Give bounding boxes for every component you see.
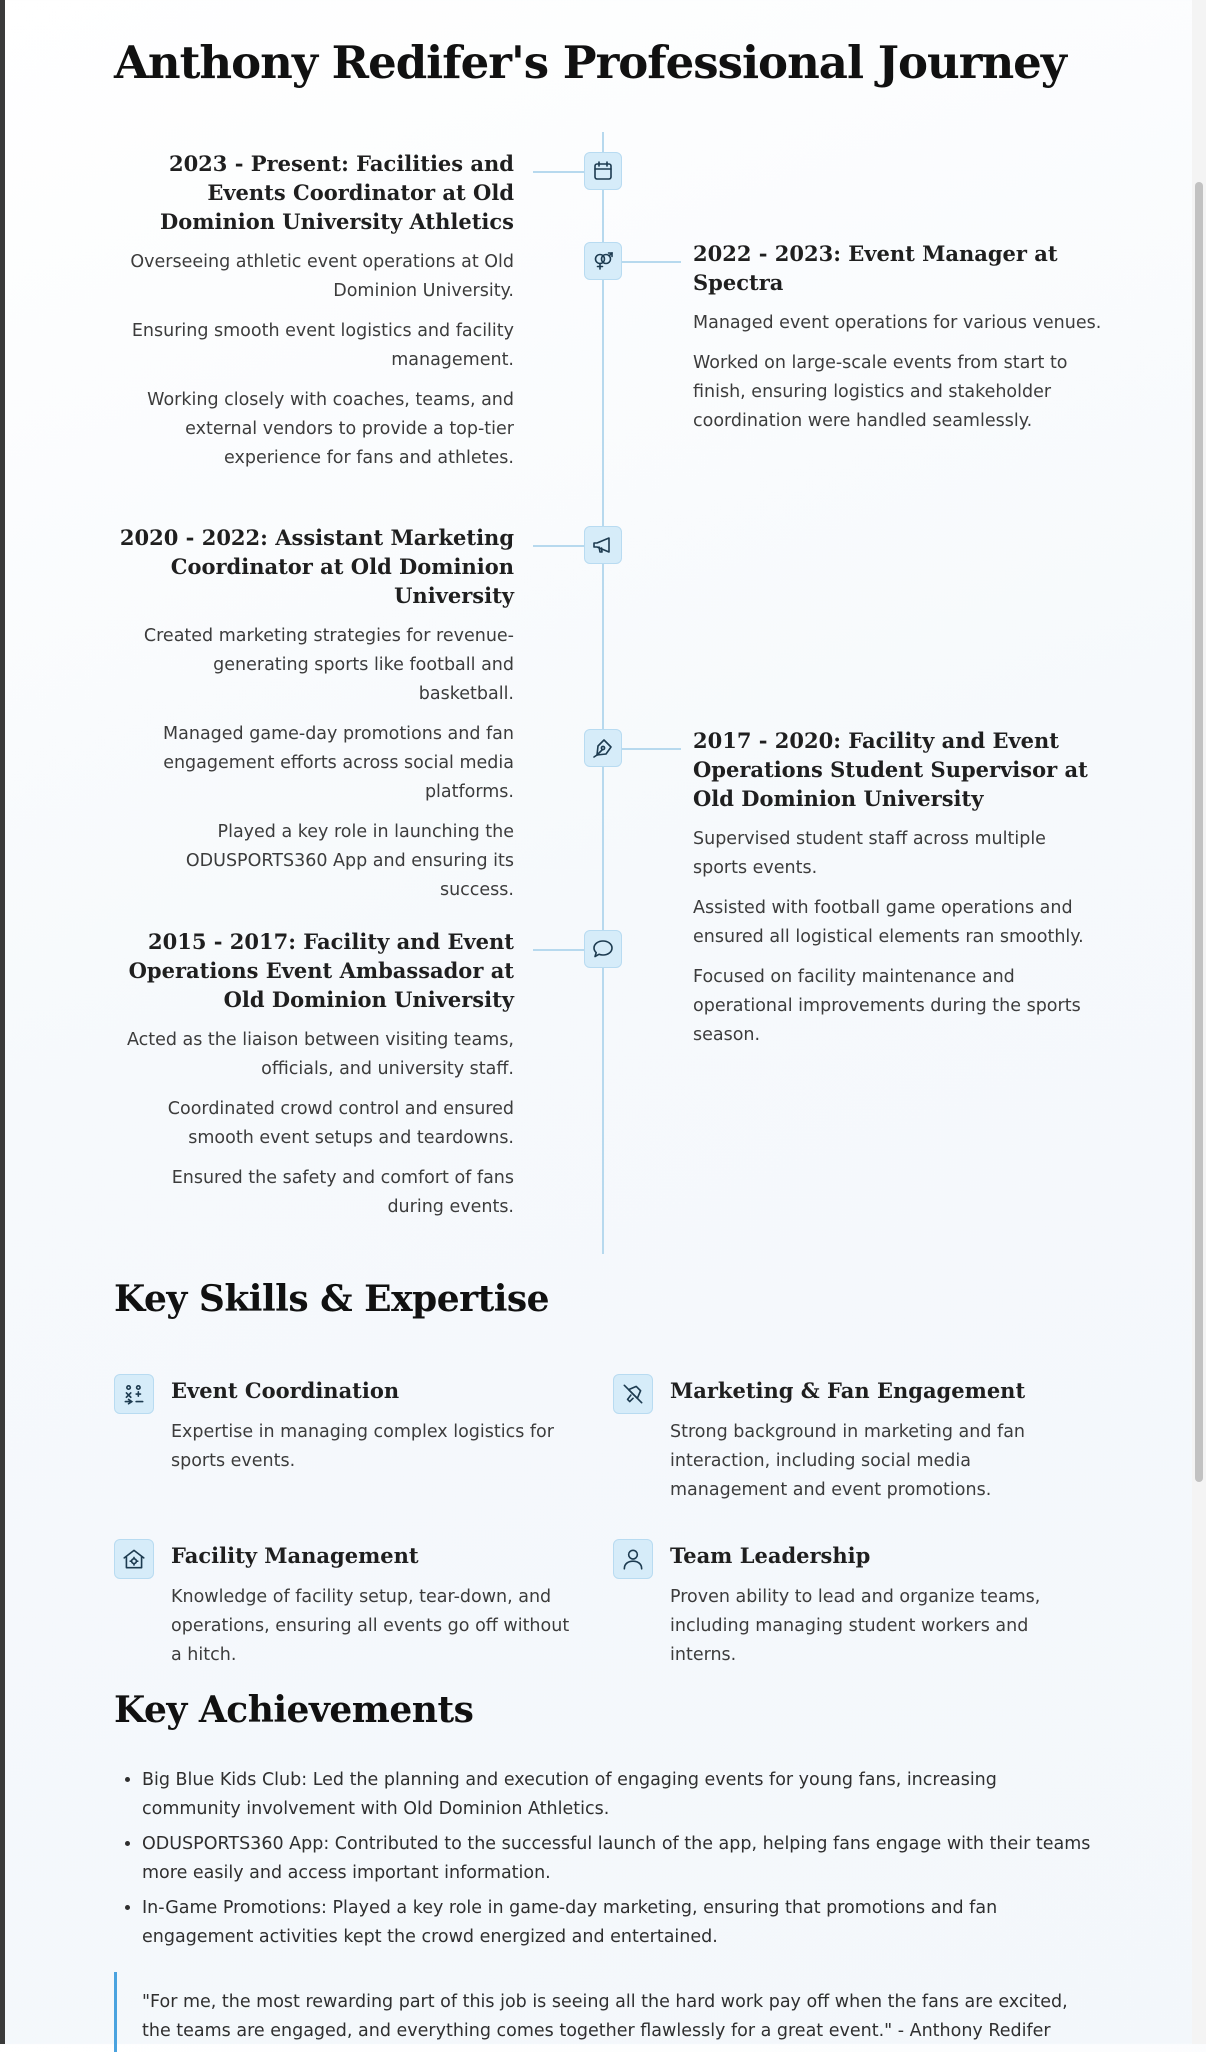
skill-title: Team Leadership	[670, 1543, 871, 1568]
timeline-entry	[114, 149, 514, 484]
entry-point: Ensured the safety and comfort of fans during events.	[171, 1168, 514, 1217]
timeline-entry	[114, 927, 514, 1233]
chat-bubble-icon	[584, 930, 622, 968]
house-cog-icon	[114, 1539, 154, 1579]
megaphone-icon	[584, 526, 622, 564]
entry-title: 2020 - 2022: Assistant Marketing Coordinator at Old Dominion University	[119, 525, 514, 608]
entry-point: Worked on large-scale events from start to finish, ensuring logistics and stakeholder coordination were handled seamlessly.	[693, 353, 1068, 431]
timeline-connector	[622, 748, 681, 750]
entry-point: Managed event operations for various venues.	[693, 313, 1102, 333]
skill-description: Proven ability to lead and organize teams, including managing student workers and interns.	[670, 1587, 1041, 1665]
scrollbar-thumb[interactable]	[1195, 182, 1203, 1482]
timeline-connector	[622, 261, 681, 263]
timeline-connector	[533, 949, 585, 951]
entry-point: Acted as the liaison between visiting teams, officials, and university staff.	[126, 1030, 514, 1079]
timeline-line	[602, 132, 604, 1254]
skill-description: Knowledge of facility setup, tear-down, and operations, ensuring all events go off without a hitch.	[171, 1587, 570, 1665]
timeline-entry	[114, 523, 514, 916]
quote-text: "For me, the most rewarding part of this job is seeing all the hard work pay off when the fans are excited, the teams are engaged, and everything comes together flawlessly for a great event." - Anthony Redifer	[142, 1992, 1068, 2041]
skill-description: Expertise in managing complex logistics for sports events.	[171, 1422, 554, 1471]
achievement-item: • In-Game Promotions: Played a key role in game-day marketing, ensuring that promotions and fan engagement activities kept the crowd energized and entertained.	[142, 1894, 1094, 1952]
timeline-connector	[533, 171, 585, 173]
user-icon	[613, 1539, 653, 1579]
entry-point: Created marketing strategies for revenue-generating sports like football and basketball.	[143, 626, 514, 704]
entry-point: Focused on facility maintenance and operational improvements during the sports season.	[693, 967, 1081, 1045]
entry-point: Overseeing athletic event operations at Old Dominion University.	[130, 252, 514, 301]
window-edge	[0, 0, 5, 2044]
skill-description: Strong background in marketing and fan interaction, including social media management and event promotions.	[670, 1422, 1026, 1500]
skill-title: Marketing & Fan Engagement	[670, 1378, 1026, 1403]
achievement-item: • ODUSPORTS360 App: Contributed to the successful launch of the app, helping fans engage with their teams more easily and access important information.	[142, 1830, 1094, 1888]
scrollbar[interactable]	[1192, 0, 1206, 2044]
entry-point: Coordinated crowd control and ensured smooth event setups and teardowns.	[167, 1099, 514, 1148]
achievement-item: • Big Blue Kids Club: Led the planning and execution of engaging events for young fans, increasing community involvement with Old Dominion Athletics.	[142, 1766, 1094, 1824]
calendar-icon	[584, 152, 622, 190]
testimonial-quote	[114, 1972, 1094, 2052]
achievements-heading: Key Achievements	[114, 1689, 474, 1731]
pen-nib-icon	[584, 729, 622, 767]
skills-heading: Key Skills & Expertise	[114, 1278, 550, 1320]
skill-title: Facility Management	[171, 1543, 419, 1568]
page-title: Anthony Redifer's Professional Journey	[114, 36, 1066, 89]
strategy-board-icon	[114, 1374, 154, 1414]
timeline-entry	[693, 726, 1103, 1061]
timeline-connector	[533, 545, 585, 547]
gender-symbols-icon	[584, 242, 622, 280]
entry-point: Ensuring smooth event logistics and facility management.	[131, 321, 514, 370]
entry-point: Working closely with coaches, teams, and external vendors to provide a top-tier experience for fans and athletes.	[147, 390, 514, 468]
entry-title: 2015 - 2017: Facility and Event Operations Event Ambassador at Old Dominion University	[128, 929, 514, 1012]
entry-point: Played a key role in launching the ODUSPORTS360 App and ensuring its success.	[185, 822, 514, 900]
entry-point: Assisted with football game operations and ensured all logistical elements ran smoothly.	[693, 898, 1084, 947]
timeline-entry	[693, 239, 1103, 447]
skill-title: Event Coordination	[171, 1378, 400, 1403]
megaphone-off-icon	[613, 1374, 653, 1414]
entry-title: 2022 - 2023: Event Manager at Spectra	[693, 241, 1058, 295]
entry-title: 2017 - 2020: Facility and Event Operations Student Supervisor at Old Dominion University	[693, 728, 1088, 811]
entry-point: Supervised student staff across multiple sports events.	[693, 829, 1046, 878]
achievements-list	[114, 1766, 1094, 1958]
entry-point: Managed game-day promotions and fan engagement efforts across social media platforms.	[163, 724, 514, 802]
entry-title: 2023 - Present: Facilities and Events Coordinator at Old Dominion University Athletics	[160, 151, 514, 234]
